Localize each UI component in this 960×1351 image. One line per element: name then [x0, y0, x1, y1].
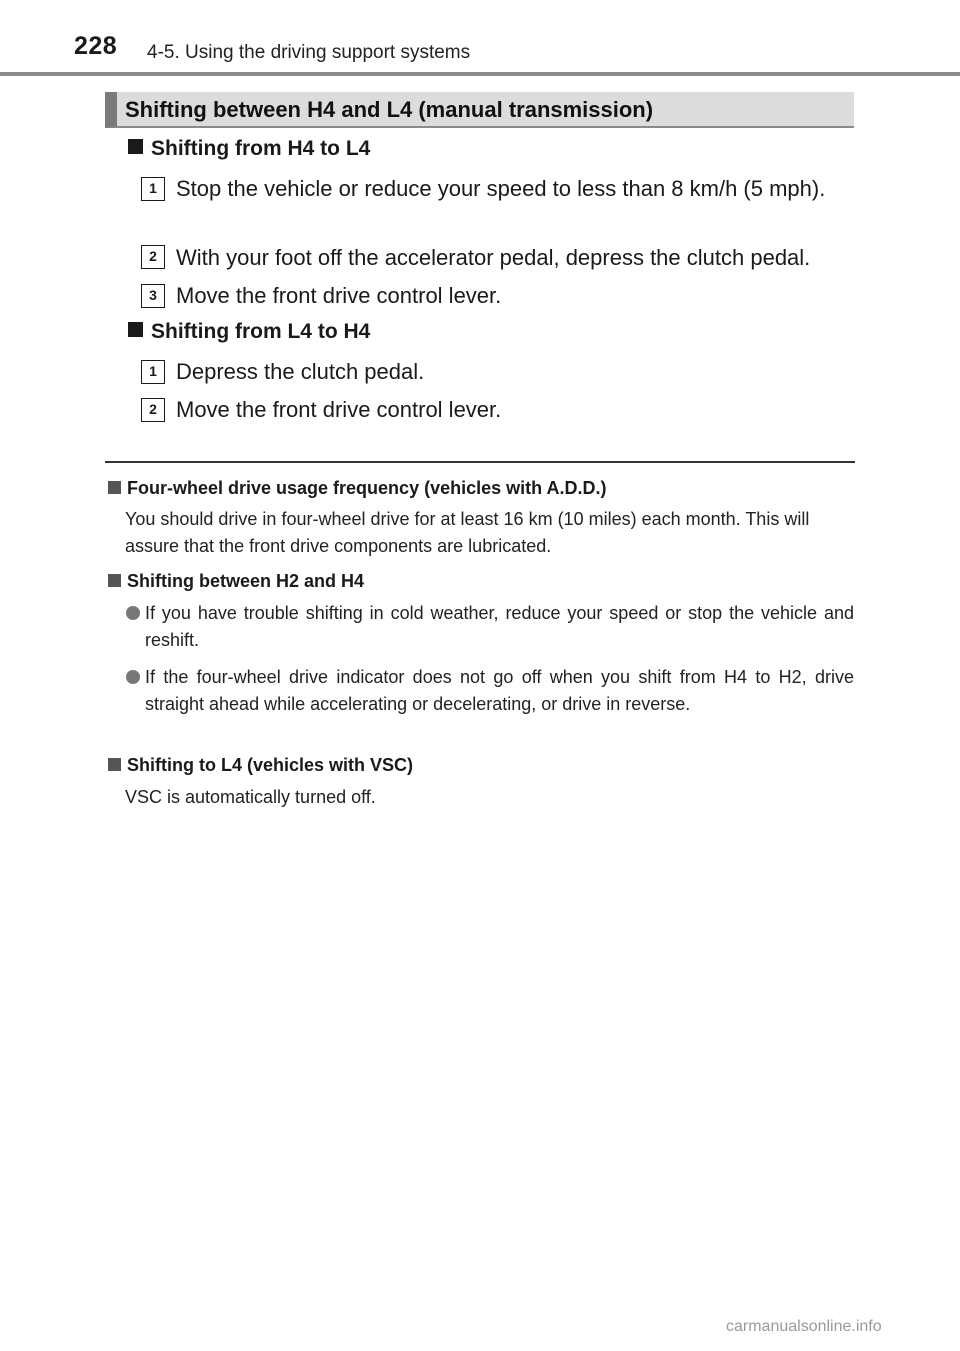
step-number-box: 1	[141, 360, 165, 384]
bullet-text: If the four-wheel drive indicator does not go off when you shift from H4 to H2, drive straight ahead while accelerating or decelerating, or drive in reverse.	[145, 667, 854, 714]
procedure-heading-text: Shifting from H4 to L4	[151, 137, 371, 160]
circle-bullet-icon	[126, 670, 140, 684]
step-text: Move the front drive control lever.	[176, 397, 502, 422]
step-number-box: 1	[141, 177, 165, 201]
note-text: VSC is automatically turned off.	[125, 787, 376, 807]
procedure-heading-h4-to-l4	[128, 137, 370, 161]
step-text: Stop the vehicle or reduce your speed to less than 8 km/h (5 mph).	[176, 176, 826, 201]
note-heading	[108, 478, 606, 499]
square-bullet-icon	[108, 758, 121, 771]
step-number-box: 3	[141, 284, 165, 308]
procedure-heading-text: Shifting from L4 to H4	[151, 320, 371, 343]
step-text: Depress the clutch pedal.	[176, 359, 425, 384]
step-text: Move the front drive control lever.	[176, 283, 502, 308]
circle-bullet-icon	[126, 606, 140, 620]
section-divider	[105, 461, 855, 463]
note-heading	[108, 571, 364, 592]
step-number-box: 2	[141, 245, 165, 269]
header-rule	[0, 72, 960, 76]
square-bullet-icon	[128, 322, 143, 337]
step-number-box: 2	[141, 398, 165, 422]
note-heading-text: Shifting to L4 (vehicles with VSC)	[127, 755, 414, 775]
procedure-heading-l4-to-h4	[128, 320, 370, 344]
note-heading-text: Shifting between H2 and H4	[127, 571, 365, 591]
bullet-text: If you have trouble shifting in cold weather, reduce your speed or stop the vehicle and reshift.	[145, 603, 854, 650]
square-bullet-icon	[128, 139, 143, 154]
page-number: 228	[74, 32, 118, 60]
watermark: carmanualsonline.info	[726, 1318, 882, 1335]
note-text: You should drive in four-wheel drive for at least 16 km (10 miles) each month. This will assure that the front drive components are lubricated.	[125, 509, 810, 556]
note-heading-text: Four-wheel drive usage frequency (vehicles with A.D.D.)	[127, 478, 607, 498]
square-bullet-icon	[108, 574, 121, 587]
section-title: Shifting between H4 and L4 (manual transmission)	[125, 97, 654, 122]
section-title-bar	[105, 92, 854, 128]
step-text: With your foot off the accelerator pedal, depress the clutch pedal.	[176, 245, 811, 270]
note-heading	[108, 755, 413, 776]
section-path: 4-5. Using the driving support systems	[147, 42, 471, 63]
square-bullet-icon	[108, 481, 121, 494]
